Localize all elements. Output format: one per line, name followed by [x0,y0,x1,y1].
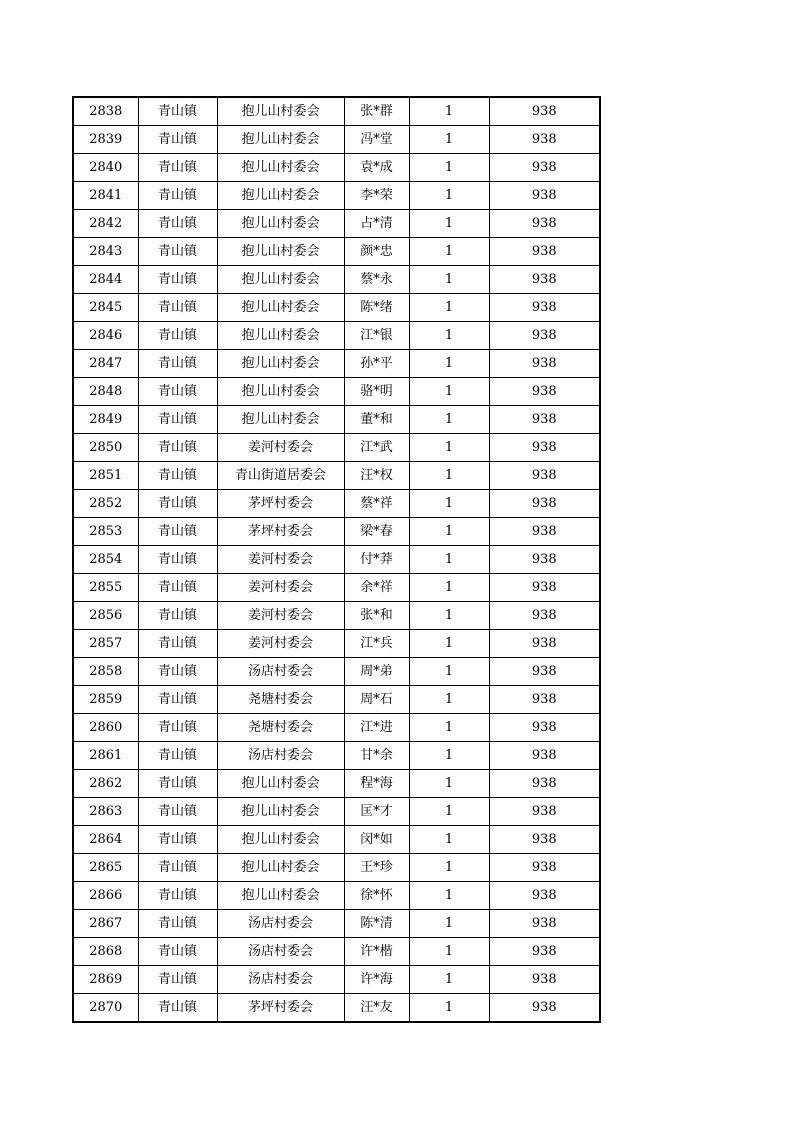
table-row [73,826,600,854]
table-row [73,210,600,238]
roster-table-body [73,97,600,1022]
amount-cell: 938 [489,238,600,266]
name-cell: 汪*权 [344,462,409,490]
table-row [73,546,600,574]
count-cell: 1 [409,854,489,882]
row-number-cell: 2870 [73,994,138,1023]
table-row [73,658,600,686]
village-cell: 茅坪村委会 [217,994,344,1023]
town-cell: 青山镇 [138,966,217,994]
count-cell: 1 [409,546,489,574]
village-cell: 抱儿山村委会 [217,406,344,434]
row-number-cell: 2846 [73,322,138,350]
town-cell: 青山镇 [138,938,217,966]
amount-cell: 938 [489,994,600,1023]
amount-cell: 938 [489,686,600,714]
town-cell: 青山镇 [138,182,217,210]
town-cell: 青山镇 [138,490,217,518]
table-row [73,462,600,490]
amount-cell: 938 [489,462,600,490]
town-cell: 青山镇 [138,714,217,742]
row-number-cell: 2849 [73,406,138,434]
village-cell: 抱儿山村委会 [217,238,344,266]
count-cell: 1 [409,238,489,266]
count-cell: 1 [409,602,489,630]
town-cell: 青山镇 [138,266,217,294]
town-cell: 青山镇 [138,378,217,406]
row-number-cell: 2862 [73,770,138,798]
name-cell: 汪*友 [344,994,409,1023]
table-row [73,350,600,378]
amount-cell: 938 [489,714,600,742]
row-number-cell: 2869 [73,966,138,994]
table-row [73,714,600,742]
row-number-cell: 2842 [73,210,138,238]
name-cell: 余*祥 [344,574,409,602]
count-cell: 1 [409,966,489,994]
count-cell: 1 [409,294,489,322]
village-cell: 抱儿山村委会 [217,378,344,406]
amount-cell: 938 [489,602,600,630]
village-cell: 抱儿山村委会 [217,350,344,378]
row-number-cell: 2861 [73,742,138,770]
count-cell: 1 [409,490,489,518]
town-cell: 青山镇 [138,742,217,770]
village-cell: 姜河村委会 [217,574,344,602]
village-cell: 姜河村委会 [217,602,344,630]
row-number-cell: 2855 [73,574,138,602]
town-cell: 青山镇 [138,994,217,1023]
name-cell: 许*楷 [344,938,409,966]
town-cell: 青山镇 [138,210,217,238]
town-cell: 青山镇 [138,294,217,322]
amount-cell: 938 [489,154,600,182]
village-cell: 姜河村委会 [217,434,344,462]
village-cell: 茅坪村委会 [217,490,344,518]
row-number-cell: 2843 [73,238,138,266]
town-cell: 青山镇 [138,882,217,910]
town-cell: 青山镇 [138,686,217,714]
name-cell: 江*银 [344,322,409,350]
town-cell: 青山镇 [138,826,217,854]
count-cell: 1 [409,770,489,798]
amount-cell: 938 [489,826,600,854]
amount-cell: 938 [489,126,600,154]
town-cell: 青山镇 [138,462,217,490]
amount-cell: 938 [489,518,600,546]
amount-cell: 938 [489,770,600,798]
town-cell: 青山镇 [138,770,217,798]
amount-cell: 938 [489,97,600,126]
name-cell: 甘*余 [344,742,409,770]
village-cell: 抱儿山村委会 [217,126,344,154]
table-row [73,238,600,266]
count-cell: 1 [409,742,489,770]
table-row [73,798,600,826]
village-cell: 姜河村委会 [217,546,344,574]
count-cell: 1 [409,182,489,210]
village-cell: 抱儿山村委会 [217,97,344,126]
row-number-cell: 2865 [73,854,138,882]
count-cell: 1 [409,630,489,658]
count-cell: 1 [409,714,489,742]
name-cell: 程*海 [344,770,409,798]
village-cell: 尧塘村委会 [217,686,344,714]
name-cell: 付*莽 [344,546,409,574]
row-number-cell: 2844 [73,266,138,294]
amount-cell: 938 [489,182,600,210]
amount-cell: 938 [489,742,600,770]
village-cell: 汤店村委会 [217,742,344,770]
town-cell: 青山镇 [138,910,217,938]
table-row [73,966,600,994]
row-number-cell: 2841 [73,182,138,210]
count-cell: 1 [409,406,489,434]
table-row [73,266,600,294]
name-cell: 骆*明 [344,378,409,406]
name-cell: 江*进 [344,714,409,742]
village-cell: 抱儿山村委会 [217,266,344,294]
name-cell: 冯*堂 [344,126,409,154]
table-row [73,910,600,938]
table-row [73,126,600,154]
amount-cell: 938 [489,966,600,994]
village-cell: 抱儿山村委会 [217,182,344,210]
name-cell: 江*兵 [344,630,409,658]
town-cell: 青山镇 [138,434,217,462]
count-cell: 1 [409,434,489,462]
row-number-cell: 2854 [73,546,138,574]
row-number-cell: 2864 [73,826,138,854]
amount-cell: 938 [489,798,600,826]
row-number-cell: 2847 [73,350,138,378]
amount-cell: 938 [489,882,600,910]
village-cell: 抱儿山村委会 [217,854,344,882]
count-cell: 1 [409,686,489,714]
table-row [73,938,600,966]
table-row [73,182,600,210]
village-cell: 汤店村委会 [217,910,344,938]
amount-cell: 938 [489,322,600,350]
town-cell: 青山镇 [138,658,217,686]
row-number-cell: 2860 [73,714,138,742]
name-cell: 李*荣 [344,182,409,210]
amount-cell: 938 [489,350,600,378]
table-row [73,602,600,630]
row-number-cell: 2852 [73,490,138,518]
amount-cell: 938 [489,910,600,938]
village-cell: 抱儿山村委会 [217,770,344,798]
row-number-cell: 2856 [73,602,138,630]
village-cell: 抱儿山村委会 [217,322,344,350]
row-number-cell: 2867 [73,910,138,938]
village-cell: 抱儿山村委会 [217,826,344,854]
table-row [73,882,600,910]
town-cell: 青山镇 [138,406,217,434]
town-cell: 青山镇 [138,630,217,658]
count-cell: 1 [409,154,489,182]
table-row [73,154,600,182]
table-row [73,686,600,714]
count-cell: 1 [409,210,489,238]
town-cell: 青山镇 [138,126,217,154]
row-number-cell: 2858 [73,658,138,686]
town-cell: 青山镇 [138,238,217,266]
name-cell: 匡*才 [344,798,409,826]
table-row [73,434,600,462]
count-cell: 1 [409,97,489,126]
row-number-cell: 2863 [73,798,138,826]
name-cell: 蔡*永 [344,266,409,294]
village-cell: 姜河村委会 [217,630,344,658]
count-cell: 1 [409,994,489,1023]
name-cell: 陈*绪 [344,294,409,322]
count-cell: 1 [409,322,489,350]
name-cell: 陈*清 [344,910,409,938]
table-row [73,854,600,882]
village-cell: 汤店村委会 [217,658,344,686]
amount-cell: 938 [489,490,600,518]
amount-cell: 938 [489,210,600,238]
name-cell: 张*和 [344,602,409,630]
count-cell: 1 [409,798,489,826]
village-cell: 抱儿山村委会 [217,294,344,322]
name-cell: 孙*平 [344,350,409,378]
row-number-cell: 2840 [73,154,138,182]
name-cell: 江*武 [344,434,409,462]
village-cell: 抱儿山村委会 [217,798,344,826]
name-cell: 颜*忠 [344,238,409,266]
amount-cell: 938 [489,378,600,406]
name-cell: 占*清 [344,210,409,238]
count-cell: 1 [409,126,489,154]
amount-cell: 938 [489,266,600,294]
town-cell: 青山镇 [138,574,217,602]
table-row [73,574,600,602]
roster-table [72,96,601,1023]
table-row [73,378,600,406]
row-number-cell: 2848 [73,378,138,406]
amount-cell: 938 [489,854,600,882]
name-cell: 徐*怀 [344,882,409,910]
town-cell: 青山镇 [138,154,217,182]
count-cell: 1 [409,518,489,546]
name-cell: 周*石 [344,686,409,714]
count-cell: 1 [409,462,489,490]
count-cell: 1 [409,938,489,966]
table-row [73,994,600,1023]
village-cell: 抱儿山村委会 [217,882,344,910]
row-number-cell: 2851 [73,462,138,490]
count-cell: 1 [409,910,489,938]
count-cell: 1 [409,826,489,854]
table-row [73,322,600,350]
amount-cell: 938 [489,546,600,574]
name-cell: 蔡*祥 [344,490,409,518]
table-row [73,294,600,322]
village-cell: 汤店村委会 [217,938,344,966]
town-cell: 青山镇 [138,518,217,546]
row-number-cell: 2866 [73,882,138,910]
row-number-cell: 2857 [73,630,138,658]
table-row [73,770,600,798]
town-cell: 青山镇 [138,798,217,826]
count-cell: 1 [409,350,489,378]
name-cell: 闵*如 [344,826,409,854]
name-cell: 周*弟 [344,658,409,686]
town-cell: 青山镇 [138,546,217,574]
row-number-cell: 2868 [73,938,138,966]
amount-cell: 938 [489,406,600,434]
count-cell: 1 [409,378,489,406]
name-cell: 张*群 [344,97,409,126]
village-cell: 汤店村委会 [217,966,344,994]
village-cell: 抱儿山村委会 [217,210,344,238]
town-cell: 青山镇 [138,602,217,630]
name-cell: 袁*成 [344,154,409,182]
row-number-cell: 2850 [73,434,138,462]
name-cell: 许*海 [344,966,409,994]
table-row [73,742,600,770]
row-number-cell: 2859 [73,686,138,714]
amount-cell: 938 [489,574,600,602]
town-cell: 青山镇 [138,350,217,378]
village-cell: 青山街道居委会 [217,462,344,490]
row-number-cell: 2838 [73,97,138,126]
row-number-cell: 2839 [73,126,138,154]
amount-cell: 938 [489,658,600,686]
count-cell: 1 [409,266,489,294]
count-cell: 1 [409,658,489,686]
row-number-cell: 2845 [73,294,138,322]
count-cell: 1 [409,574,489,602]
count-cell: 1 [409,882,489,910]
table-row [73,406,600,434]
table-row [73,518,600,546]
name-cell: 王*珍 [344,854,409,882]
table-row [73,630,600,658]
village-cell: 抱儿山村委会 [217,154,344,182]
row-number-cell: 2853 [73,518,138,546]
village-cell: 尧塘村委会 [217,714,344,742]
table-row [73,490,600,518]
village-cell: 茅坪村委会 [217,518,344,546]
amount-cell: 938 [489,938,600,966]
town-cell: 青山镇 [138,854,217,882]
table-row [73,97,600,126]
name-cell: 梁*春 [344,518,409,546]
amount-cell: 938 [489,294,600,322]
amount-cell: 938 [489,434,600,462]
name-cell: 董*和 [344,406,409,434]
amount-cell: 938 [489,630,600,658]
town-cell: 青山镇 [138,97,217,126]
town-cell: 青山镇 [138,322,217,350]
